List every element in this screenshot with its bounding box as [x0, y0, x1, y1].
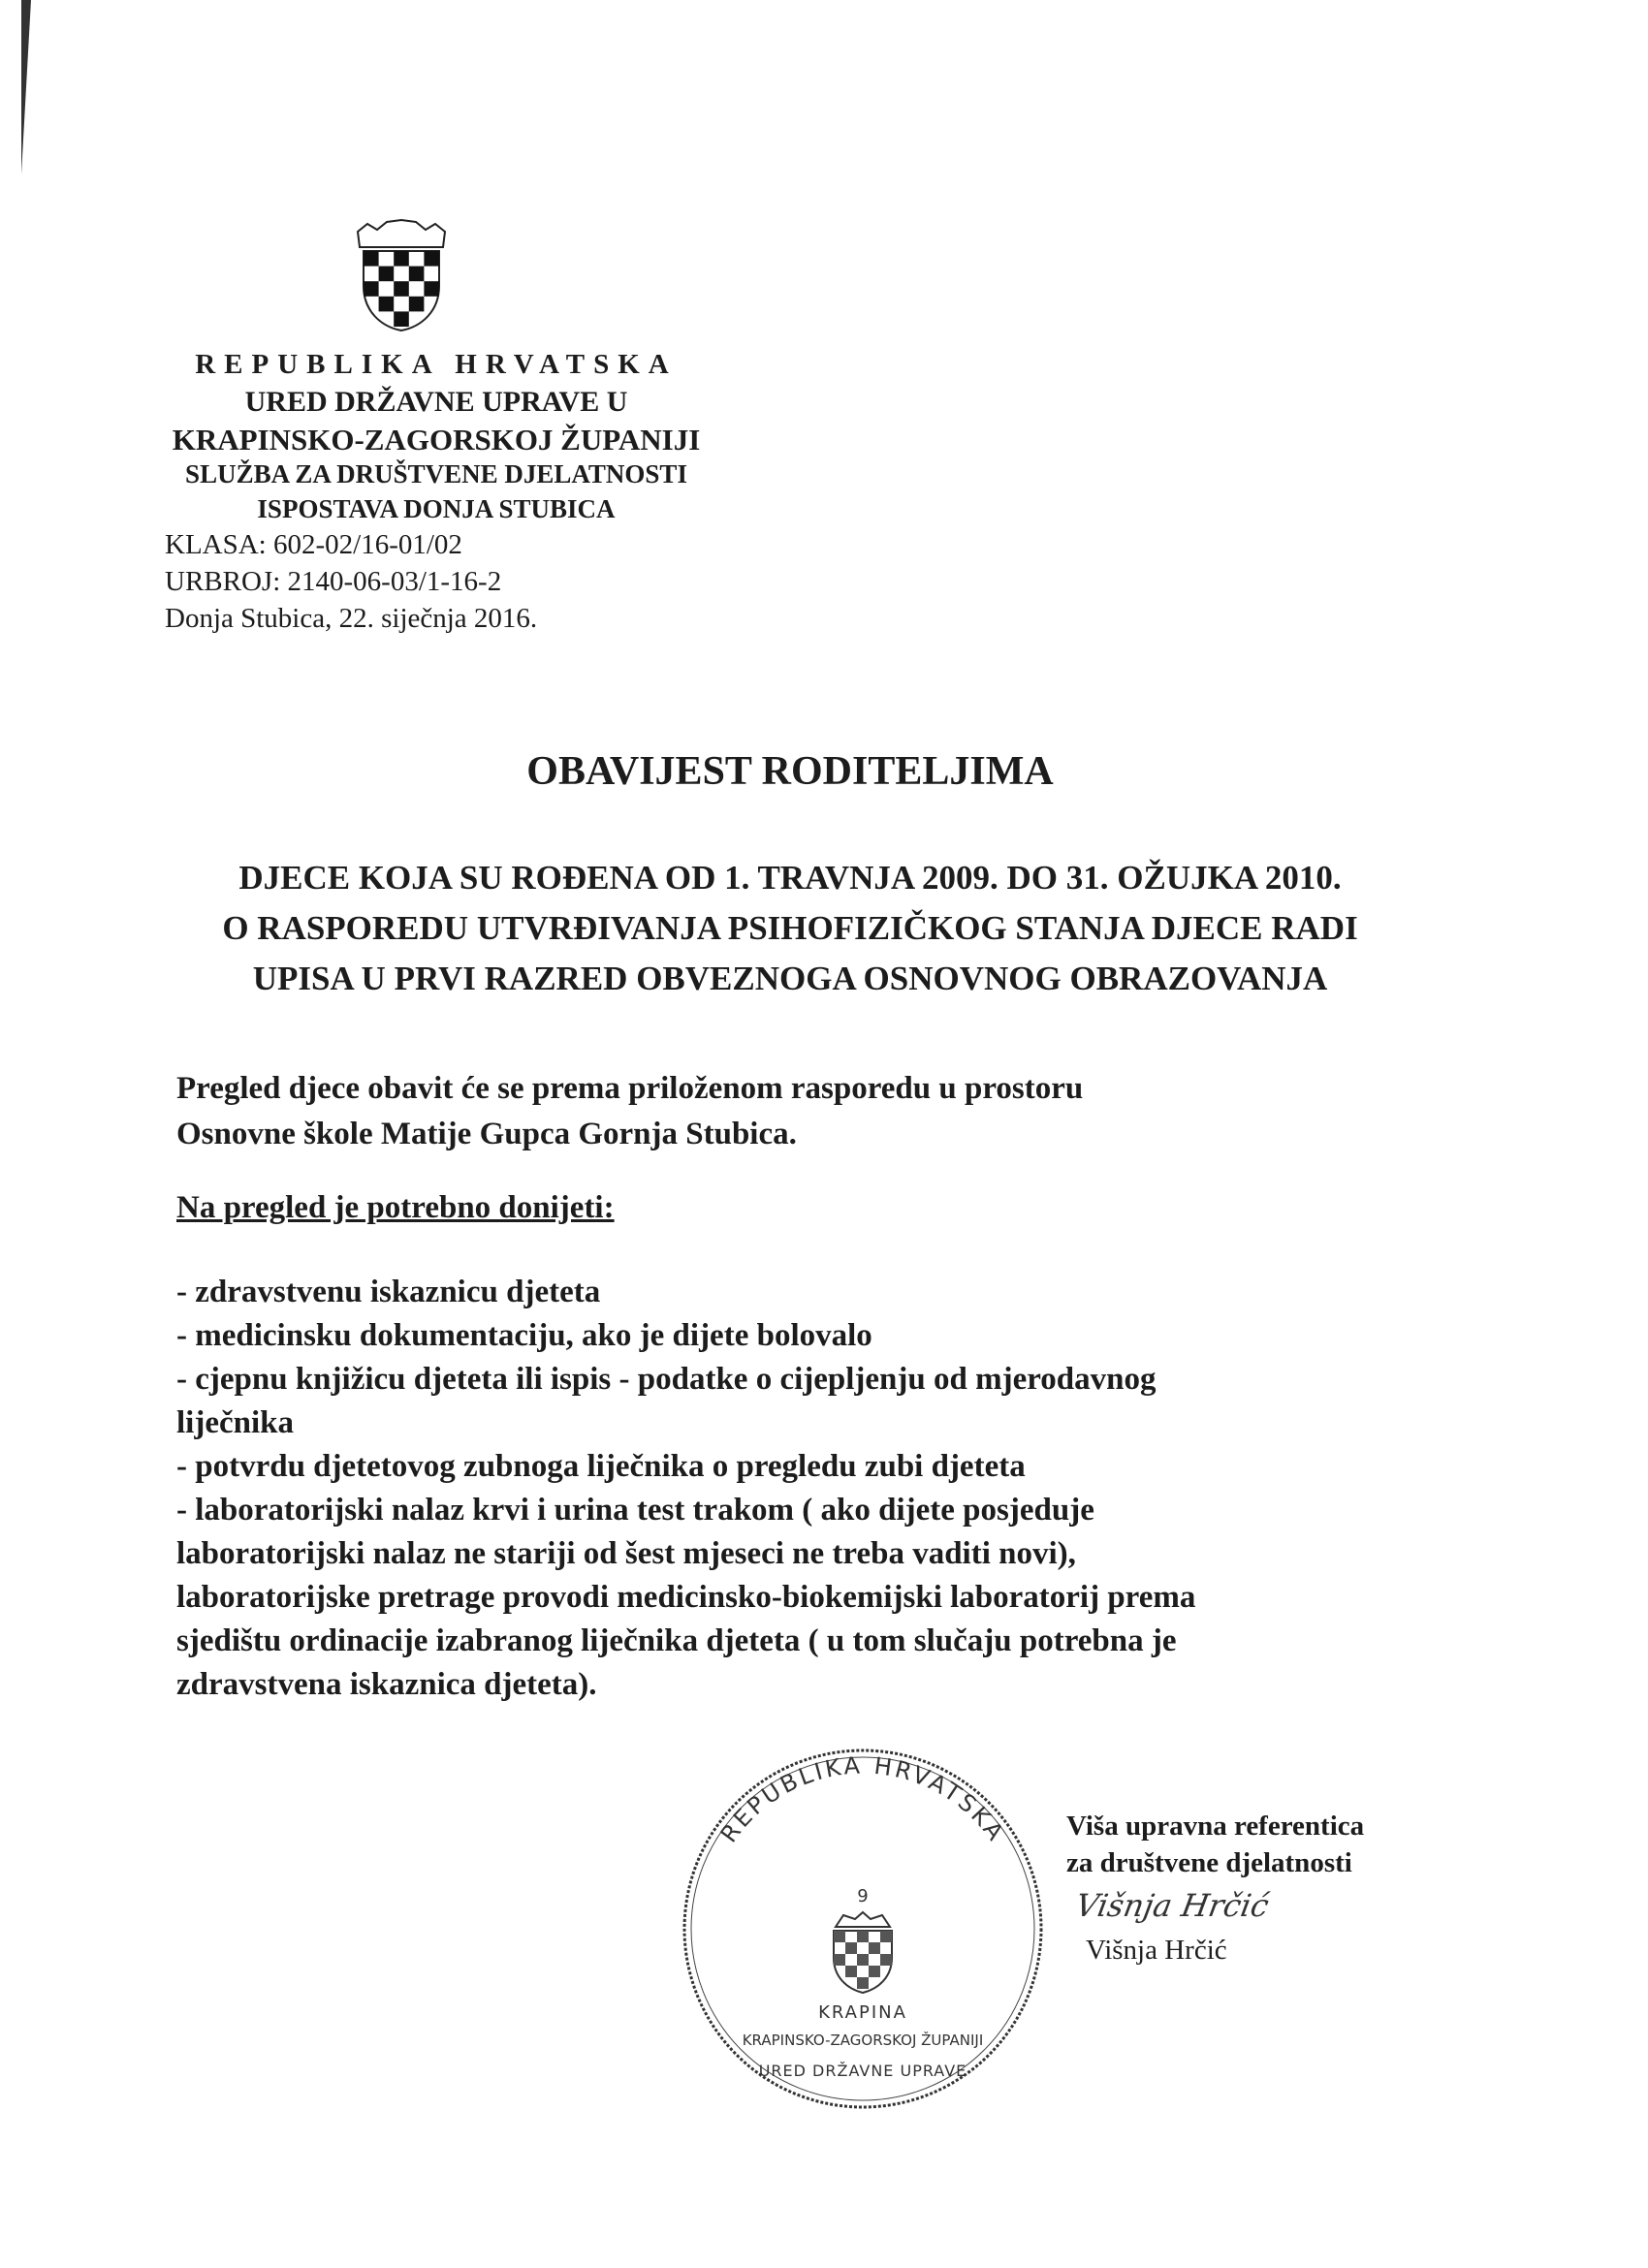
crest-check	[424, 281, 439, 297]
stamp-outer-text: REPUBLIKA HRVATSKA	[714, 1751, 1011, 1848]
list-item: laboratorijski nalaz ne stariji od šest mjeseci ne treba vaditi novi),	[176, 1536, 1076, 1571]
scan-edge	[21, 0, 31, 174]
list-item: - potvrdu djetetovog zubnoga liječnika o pregledu zubi djeteta	[176, 1449, 1026, 1484]
header-office-line1: URED DRŽAVNE UPRAVE U	[244, 386, 628, 418]
crest-check	[379, 297, 395, 312]
stamp-crest-check	[880, 1954, 892, 1966]
stamp-inner-text: KRAPINSKO-ZAGORSKOJ ŽUPANIJI	[742, 2032, 984, 2049]
signature-name: Višnja Hrčić	[1086, 1935, 1227, 1966]
stamp-city: KRAPINA	[818, 2002, 907, 2023]
place-date: Donja Stubica, 22. siječnja 2016.	[165, 603, 538, 634]
signature-role-line2: za društvene djelatnosti	[1066, 1847, 1352, 1878]
document-title: OBAVIJEST RODITELJIMA	[526, 749, 1054, 794]
klasa: KLASA: 602-02/16-01/02	[165, 529, 462, 560]
stamp-crown-icon	[836, 1912, 890, 1927]
header-branch: ISPOSTAVA DONJA STUBICA	[257, 494, 616, 523]
list-item: - zdravstvenu iskaznicu djeteta	[176, 1275, 601, 1309]
stamp-crest-check	[869, 1942, 880, 1954]
subtitle-line: DJECE KOJA SU ROĐENA OD 1. TRAVNJA 2009. DO 31. OŽUJKA 2010.	[238, 859, 1342, 897]
official-stamp	[679, 1745, 1047, 2113]
handwritten-signature: Višnja Hrčić	[1072, 1887, 1272, 1924]
crest-check	[409, 267, 425, 282]
stamp-crest-check	[857, 1977, 869, 1989]
crest-check	[364, 251, 379, 267]
subtitle-line: UPISA U PRVI RAZRED OBVEZNOGA OSNOVNOG OBRAZOVANJA	[252, 960, 1328, 997]
signature-role-line1: Viša upravna referentica	[1066, 1811, 1365, 1842]
croatian-coat-of-arms-icon	[354, 218, 449, 332]
stamp-crest-check	[857, 1931, 869, 1942]
crest-check	[424, 251, 439, 267]
crest-check	[409, 297, 425, 312]
intro-line: Pregled djece obavit će se prema priloženom rasporedu u prostoru	[176, 1071, 1084, 1106]
list-item: - medicinsku dokumentaciju, ako je dijete bolovalo	[176, 1318, 872, 1353]
list-item: - laboratorijski nalaz krvi i urina test trakom ( ako dijete posjeduje	[176, 1493, 1094, 1528]
crest-check	[379, 267, 395, 282]
urbroj: URBROJ: 2140-06-03/1-16-2	[165, 566, 502, 597]
stamp-crest-check	[845, 1942, 857, 1954]
crest-check	[364, 281, 379, 297]
stamp-crest-check	[869, 1966, 880, 1977]
header-country: REPUBLIKA HRVATSKA	[195, 349, 678, 380]
stamp-crest-check	[834, 1954, 845, 1966]
list-item: - cjepnu knjižicu djeteta ili ispis - podatke o cijepljenju od mjerodavnog	[176, 1362, 1157, 1397]
list-heading: Na pregled je potrebno donijeti:	[176, 1190, 615, 1225]
stamp-crest-check	[845, 1966, 857, 1977]
stamp-crest-check	[857, 1954, 869, 1966]
header-service: SLUŽBA ZA DRUŠTVENE DJELATNOSTI	[185, 459, 687, 488]
stamp-crest-check	[834, 1931, 845, 1942]
stamp-crest-check	[880, 1931, 892, 1942]
list-item: sjedištu ordinacije izabranog liječnika djeteta ( u tom slučaju potrebna je	[176, 1623, 1177, 1658]
intro-line: Osnovne škole Matije Gupca Gornja Stubica.	[176, 1117, 797, 1151]
list-item: liječnika	[176, 1405, 294, 1440]
crest-check	[394, 251, 409, 267]
list-item: laboratorijske pretrage provodi medicinsko-biokemijski laboratorij prema	[176, 1580, 1196, 1615]
crest-check	[394, 281, 409, 297]
stamp-bottom-text: URED DRŽAVNE UPRAVE	[758, 2062, 967, 2080]
subtitle-line: O RASPOREDU UTVRĐIVANJA PSIHOFIZIČKOG STANJA DJECE RADI	[222, 909, 1358, 947]
list-item: zdravstvena iskaznica djeteta).	[176, 1667, 597, 1702]
header-office-line2: KRAPINSKO-ZAGORSKOJ ŽUPANIJI	[172, 423, 701, 457]
stamp-number: 9	[857, 1886, 869, 1906]
crest-check	[394, 311, 409, 327]
